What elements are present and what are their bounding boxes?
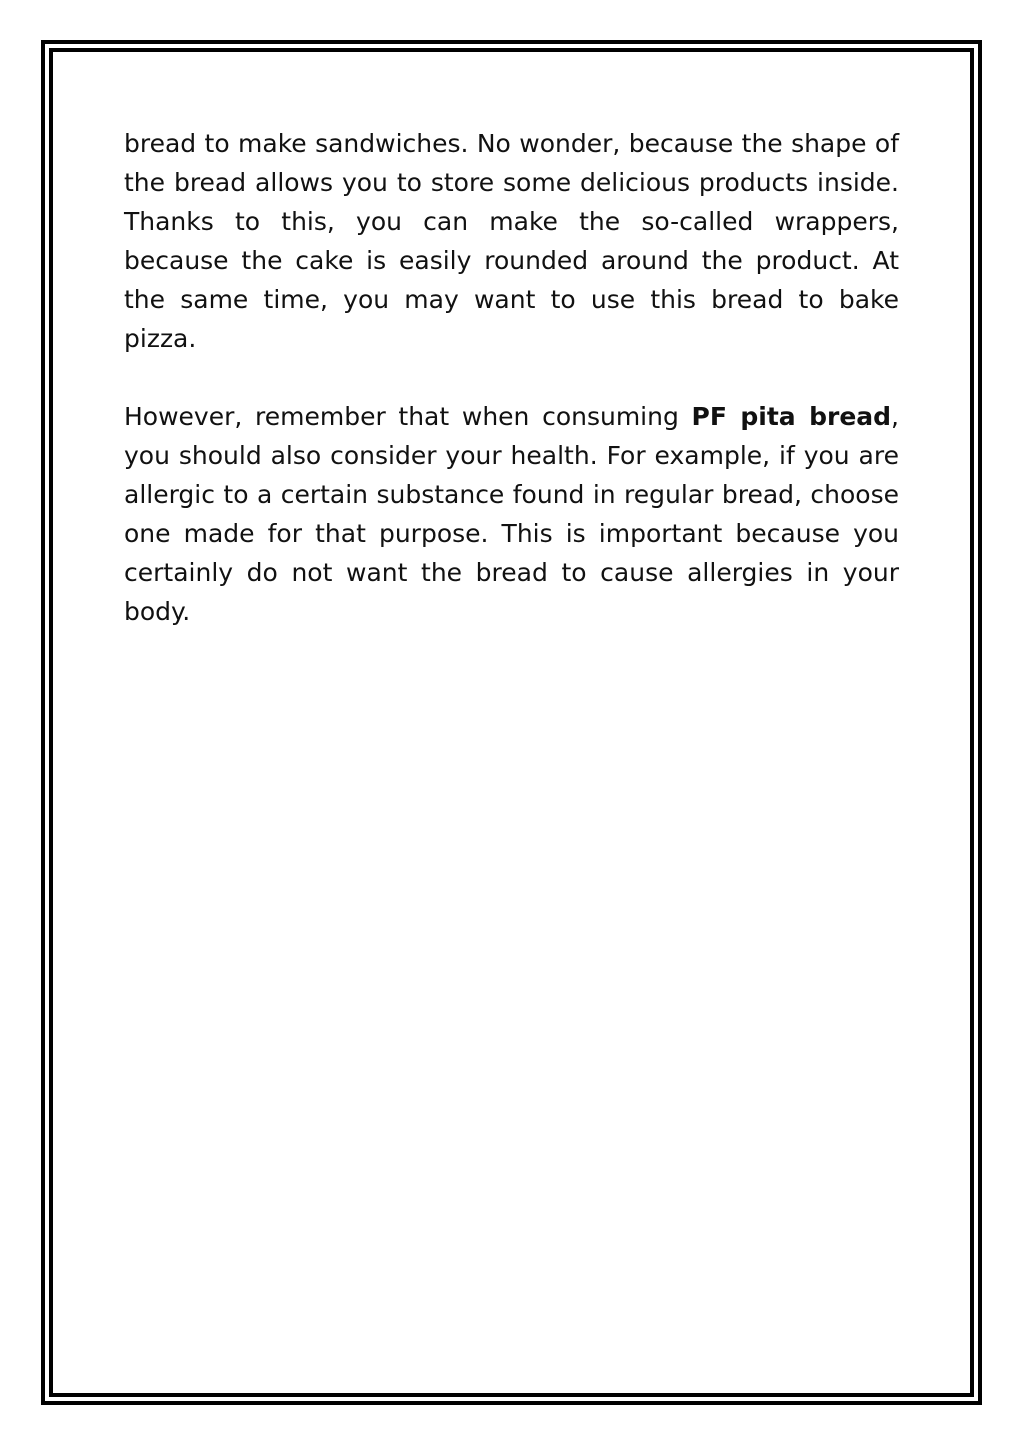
bold-keyword-link[interactable]: PF pita bread (691, 402, 892, 431)
paragraph-2-text-before: However, remember that when consuming (124, 402, 692, 431)
paragraph-2 (124, 397, 899, 631)
document-body (124, 124, 899, 631)
paragraph-2-text-after: , you should also consider your health. For example, if you are allergic to a certain substance found in regular bread, choose one made for that purpose. This is important because you certainly do not want the bread to cause allergies in your body. (124, 402, 899, 626)
paragraph-1: bread to make sandwiches. No wonder, because the shape of the bread allows you to store some delicious products inside. Thanks to this, you can make the so-called wrappers, because the cake is easily rounded around the product. At the same time, you may want to use this bread to bake pizza. (124, 129, 899, 353)
